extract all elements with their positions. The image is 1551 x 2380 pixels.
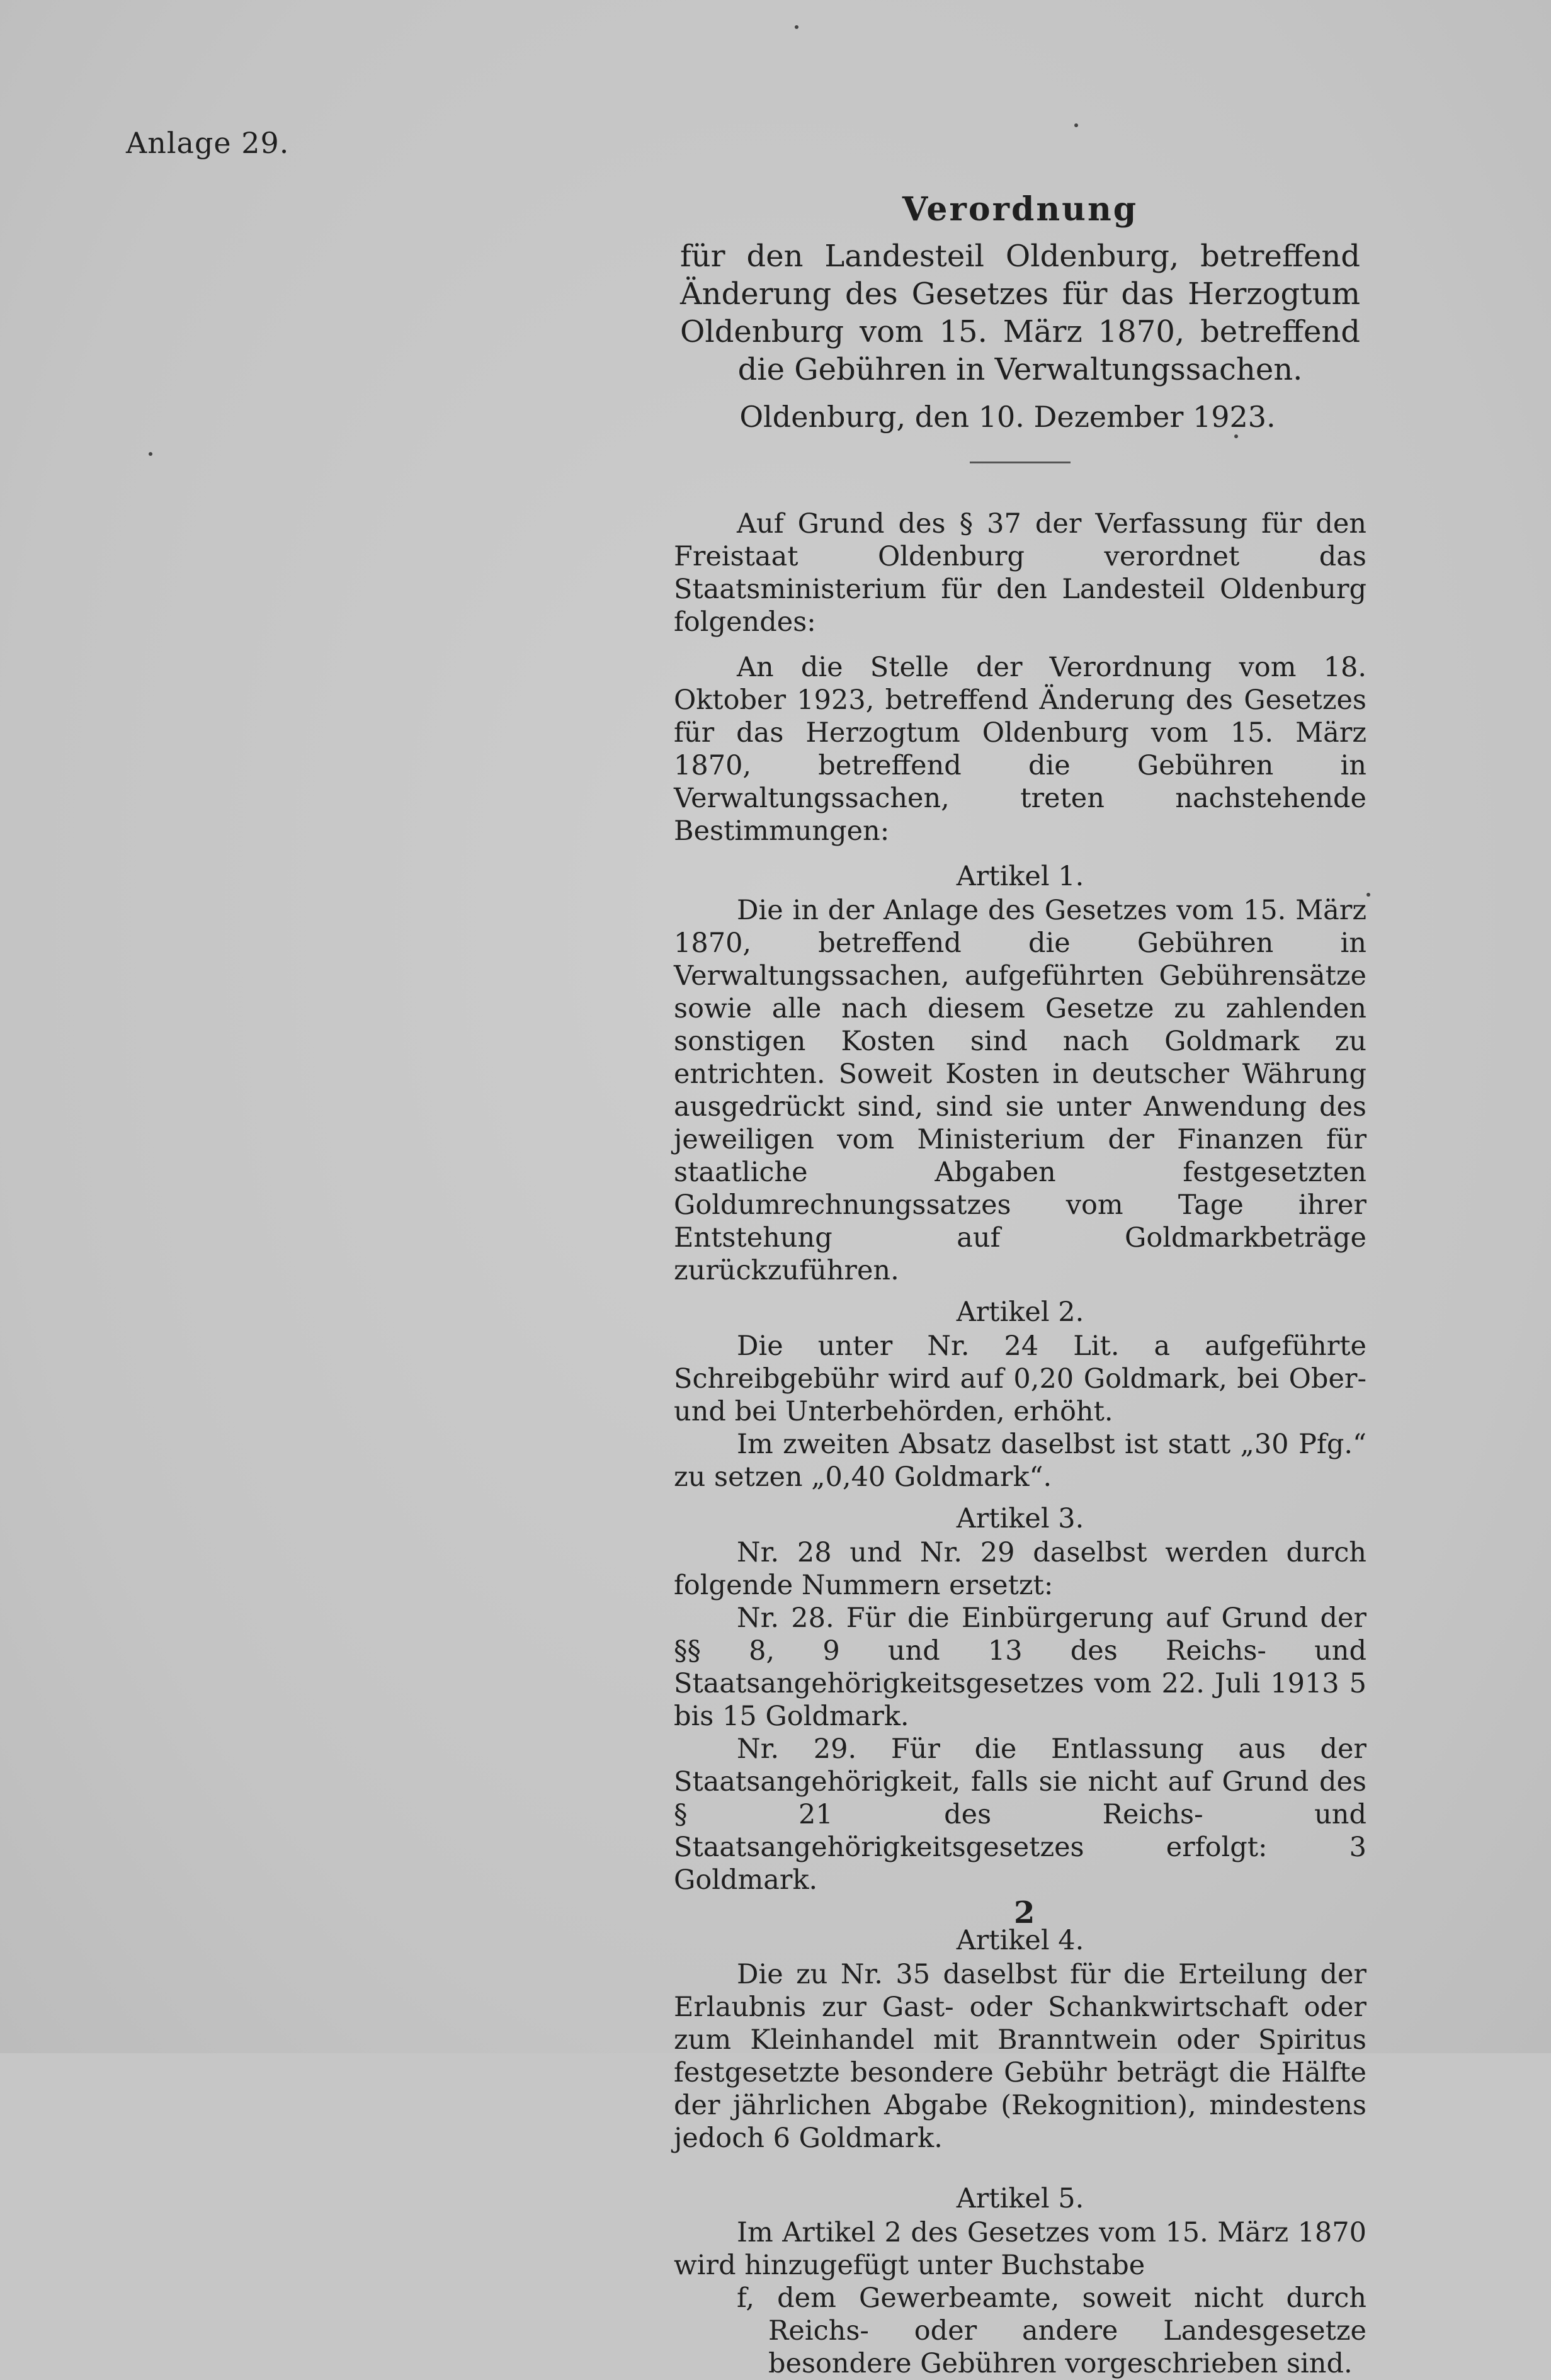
scan-speck (1234, 434, 1238, 438)
scan-speck (1074, 123, 1078, 127)
scan-speck (1366, 893, 1370, 897)
article-3-paragraph-3: Nr. 29. Für die Entlassung aus der Staatsangehörigkeit, falls sie nicht auf Grund des § 21 des Reichs- und Staatsangehörigkeitsgesetzes erfolgt: 3 Goldmark. (674, 1733, 1366, 1896)
article-4-heading: Artikel 4. (956, 1925, 1084, 1956)
document-subtitle: für den Landesteil Oldenburg, betreffend Änderung des Gesetzes für das Herzogtum Oldenburg vom 15. März 1870, betreffend die Gebühren in Verwaltungssachen. (680, 239, 1360, 387)
article-3-heading: Artikel 3. (956, 1503, 1084, 1534)
divider-rule (970, 462, 1071, 463)
article-3-paragraph-2: Nr. 28. Für die Einbürgerung auf Grund der §§ 8, 9 und 13 des Reichs- und Staatsangehörigkeitsgesetzes vom 22. Juli 1913 5 bis 15 Goldmark. (674, 1602, 1366, 1732)
article-1-paragraph: Die in der Anlage des Gesetzes vom 15. März 1870, betreffend die Gebühren in Verwaltungssachen, aufgeführten Gebührensätze sowie alle nach diesem Gesetze zu zahlenden sonstigen Kosten sind nach Goldmark zu entrichten. Soweit Kosten in deutscher Währung ausgedrückt sind, sind sie unter Anwendung des jeweiligen vom Ministerium der Finanzen für staatliche Abgaben festgesetzten Goldumrechnungssatzes vom Tage ihrer Entstehung auf Goldmarkbeträge zurückzuführen. (674, 895, 1366, 1286)
page-number: 2 (1014, 1895, 1035, 1930)
article-4-paragraph: Die zu Nr. 35 daselbst für die Erteilung der Erlaubnis zur Gast- oder Schankwirtschaft oder zum Kleinhandel mit Branntwein oder Spiritus festgesetzte besondere Gebühr beträgt die Hälfte der jährlichen Abgabe (Rekognition), mindestens jedoch 6 Goldmark. (674, 1959, 1366, 2154)
article-2-heading: Artikel 2. (956, 1296, 1084, 1328)
scan-speck (149, 452, 152, 456)
text-column (674, 183, 1366, 2380)
article-2-paragraph-1: Die unter Nr. 24 Lit. a aufgeführte Schreibgebühr wird auf 0,20 Goldmark, bei Ober- und bei Unterbehörden, erhöht. (674, 1330, 1366, 1427)
scan-speck (795, 25, 798, 29)
annex-label: Anlage 29. (126, 126, 290, 160)
document-title: Verordnung (902, 190, 1139, 229)
article-2-paragraph-2: Im zweiten Absatz daselbst ist statt „30 Pfg.“ zu setzen „0,40 Goldmark“. (674, 1429, 1366, 1493)
intro-paragraph: An die Stelle der Verordnung vom 18. Oktober 1923, betreffend Änderung des Gesetzes für das Herzogtum Oldenburg vom 15. März 1870, betreffend die Gebühren in Verwaltungssachen, treten nachstehende Bestimmungen: (674, 652, 1366, 847)
article-5-paragraph: Im Artikel 2 des Gesetzes vom 15. März 1870 wird hinzugefügt unter Buchstabe (674, 2217, 1366, 2281)
preamble-paragraph: Auf Grund des § 37 der Verfassung für den Freistaat Oldenburg verordnet das Staatsministerium für den Landesteil Oldenburg folgendes: (674, 508, 1366, 638)
article-1-heading: Artikel 1. (956, 861, 1084, 892)
article-3-paragraph-1: Nr. 28 und Nr. 29 daselbst werden durch folgende Nummern ersetzt: (674, 1537, 1366, 1601)
dateline: Oldenburg, den 10. Dezember 1923. (739, 400, 1276, 434)
article-5-heading: Artikel 5. (956, 2183, 1084, 2214)
article-5-item-f: f, dem Gewerbeamte, soweit nicht durch Reichs- oder andere Landesgesetze besondere Gebühren vorgeschrieben sind. (737, 2282, 1366, 2379)
